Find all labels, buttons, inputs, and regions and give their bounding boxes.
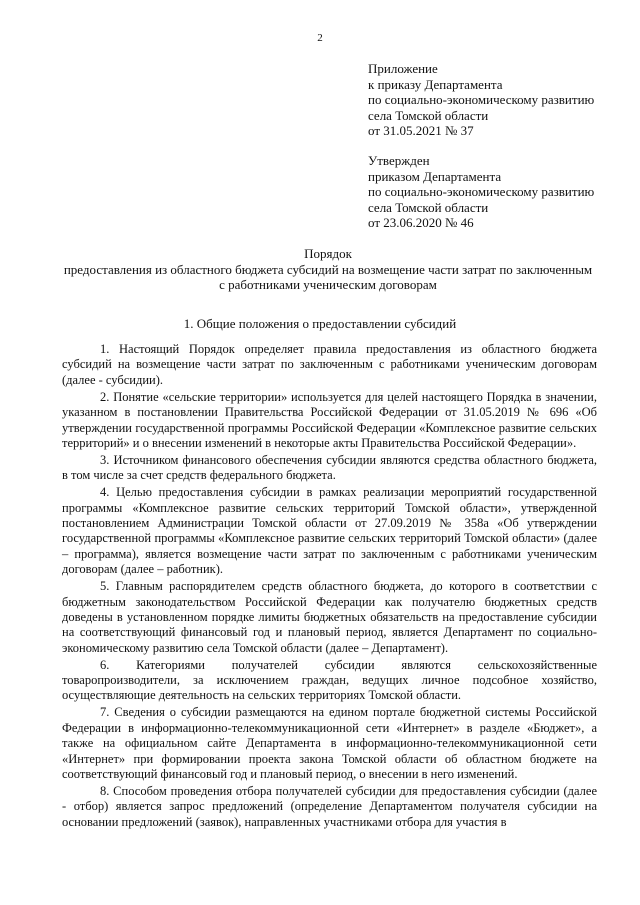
appendix-line: по социально-экономическому развитию bbox=[368, 92, 595, 107]
title-subtitle-line: с работниками ученическим договорам bbox=[219, 277, 437, 292]
title-heading: Порядок bbox=[304, 246, 352, 261]
paragraph: 7. Сведения о субсидии размещаются на едином портале бюджетной системы Российской Федерации в информационно-телекоммуникационной сети «Интернет» в разделе «Бюджет», а также на официальном сайте Департамента в информационно-телекоммуникационной сети «Интернет» при формировании проекта закона Томской области об областном бюджете на соответствующий финансовый год и плановый период, о внесении в него изменений. bbox=[62, 705, 597, 781]
appendix-line: села Томской области bbox=[368, 107, 489, 123]
approved-block bbox=[368, 153, 618, 231]
appendix-line: к приказу Департамента bbox=[368, 76, 503, 92]
approved-line: по социально-экономическому развитию bbox=[368, 184, 595, 199]
paragraph: 5. Главным распорядителем средств областного бюджета, до которого в соответствии с бюджетным законодательством Российской Федерации как получателю бюджетных средств доведены в установленном порядке лимиты бюджетных обязательств на предоставление субсидии на соответствующий финансовый год и плановый период, является Департамент по социально-экономическому развитию села Томской области (далее – Департамент). bbox=[62, 579, 597, 655]
paragraph: 3. Источником финансового обеспечения субсидии являются средства областного бюджета, в том числе за счет средств федерального бюджета. bbox=[62, 452, 597, 483]
approved-line: села Томской области bbox=[368, 199, 489, 215]
document-body bbox=[62, 342, 597, 832]
paragraph: 4. Целью предоставления субсидии в рамках реализации мероприятий государственной программы «Комплексное развитие сельских территорий Томской области», утвержденной постановлением Администрации Томской области от 27.09.2019 № 358а «Об утверждении государственной программы «Комплексное развитие сельских территорий Томской области» (далее – программа), является возмещение части затрат по заключенным с работниками ученическим договорам (далее – работник). bbox=[62, 485, 597, 577]
page-number: 2 bbox=[317, 32, 323, 44]
approved-line: от 23.06.2020 № 46 bbox=[368, 215, 474, 230]
document-title bbox=[48, 246, 608, 293]
section-heading: 1. Общие положения о предоставлении субсидий bbox=[183, 316, 457, 331]
appendix-line: от 31.05.2021 № 37 bbox=[368, 123, 474, 138]
paragraph: 1. Настоящий Порядок определяет правила предоставления из областного бюджета субсидий на возмещение части затрат по заключенным с работниками ученическим договорам (далее - субсидии). bbox=[62, 342, 597, 387]
paragraph: 8. Способом проведения отбора получателей субсидии для предоставления субсидии (далее - отбор) является запрос предложений (определение Департаментом получателя субсидии на основании предложений (заявок), направленных участниками отбора для участия в bbox=[62, 783, 597, 829]
paragraph: 6. Категориями получателей субсидии являются сельскохозяйственные товаропроизводители, за исключением граждан, ведущих личное подсобное хозяйство, осуществляющие деятельность на сельских территориях Томской области. bbox=[62, 657, 597, 703]
title-subtitle-line: предоставления из областного бюджета субсидий на возмещение части затрат по заключенным bbox=[63, 261, 593, 277]
approved-line: Утвержден bbox=[368, 153, 430, 168]
appendix-line: Приложение bbox=[368, 61, 438, 76]
approved-line: приказом Департамента bbox=[368, 168, 502, 184]
appendix-block bbox=[368, 61, 618, 139]
paragraph: 2. Понятие «сельские территории» используется для целей настоящего Порядка в значении, указанном в постановлении Правительства Российской Федерации от 31.05.2019 № 696 «Об утверждении государственной программы Российской Федерации «Комплексное развитие сельских территорий» и о внесении изменений в некоторые акты Правительства Российской Федерации». bbox=[62, 389, 597, 450]
